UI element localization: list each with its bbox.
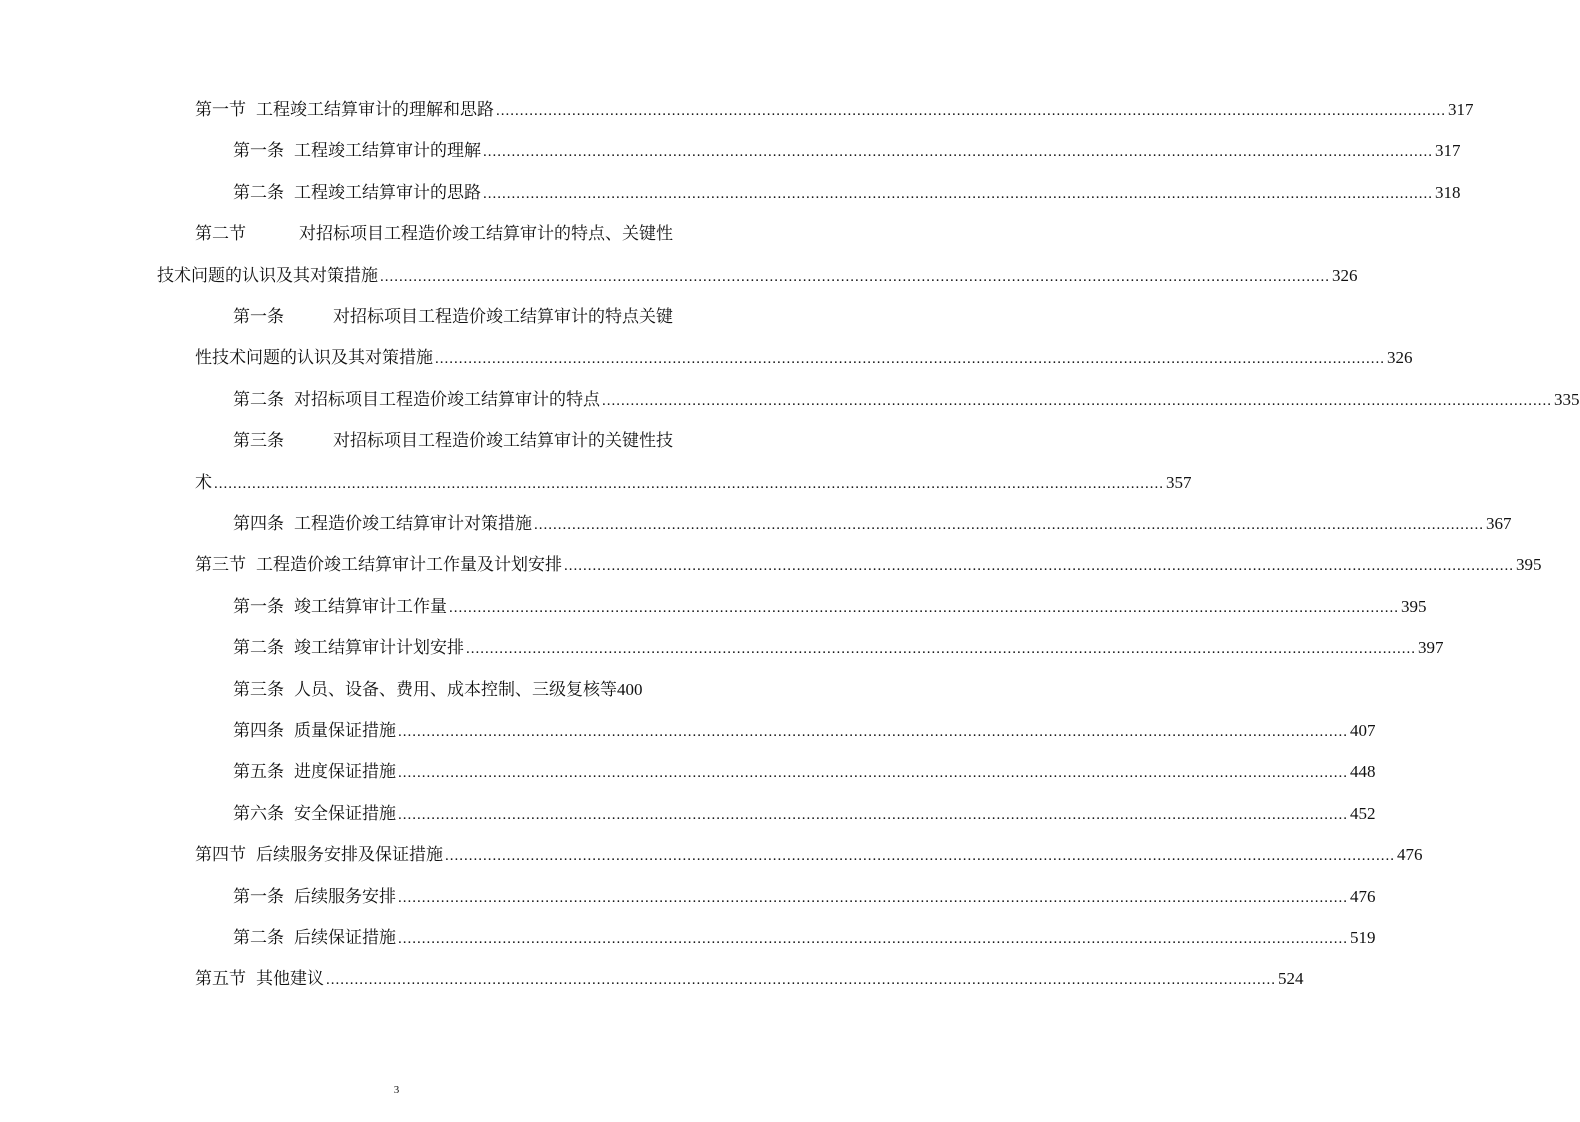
toc-entry-page: 395: [1401, 596, 1427, 616]
toc-entry-page: 326: [1387, 348, 1413, 368]
toc-entry-title: 进度保证措施: [294, 762, 396, 782]
toc-entry-title: 其他建议: [256, 969, 324, 989]
toc-entry-title: 术: [195, 472, 212, 492]
dot-leader: ........................................................................................................................................................................................................: [435, 351, 1385, 368]
toc-entry-page: 400: [617, 679, 643, 699]
dot-leader: ........................................................................................................................................................................................................: [398, 806, 1348, 823]
toc-entry-page: 448: [1350, 762, 1376, 782]
toc-entry-title: 质量保证措施: [294, 721, 396, 740]
toc-entry-title: 技术问题的认识及其对策措施: [157, 265, 378, 285]
toc-entry[interactable]: [233, 760, 1376, 784]
toc-entry[interactable]: [195, 553, 1542, 577]
toc-entry[interactable]: [157, 264, 1358, 288]
toc-entry-title: 竣工结算审计工作量: [294, 596, 447, 616]
toc-entry-title: 后续保证措施: [294, 928, 396, 947]
toc-entry-title: 工程竣工结算审计的理解和思路: [256, 100, 494, 119]
toc-entry-title: 工程竣工结算审计的理解: [294, 141, 481, 161]
dot-leader: ........................................................................................................................................................................................................: [466, 641, 1416, 658]
toc-entry[interactable]: [233, 429, 673, 453]
toc-entry-page: 395: [1516, 555, 1542, 575]
toc-entry-page: 407: [1350, 721, 1376, 740]
toc-entry-title: 安全保证措施: [294, 803, 396, 823]
toc-entry-title: 性技术问题的认识及其对策措施: [195, 348, 433, 368]
toc-entry[interactable]: [233, 139, 1461, 163]
toc-entry[interactable]: [195, 967, 1304, 991]
toc-entry-page: 367: [1486, 514, 1512, 533]
toc-entry-title: 对招标项目工程造价竣工结算审计的特点关键: [333, 307, 673, 326]
dot-leader: ........................................................................................................................................................................................................: [483, 185, 1433, 202]
dot-leader: ........................................................................................................................................................................................................: [602, 392, 1552, 409]
toc-entry[interactable]: [233, 802, 1376, 826]
toc-entry-page: 519: [1350, 928, 1376, 947]
toc-entry-page: 476: [1397, 845, 1423, 865]
toc-entry[interactable]: [233, 926, 1376, 950]
toc-entry[interactable]: [195, 98, 1474, 122]
toc-entry-title: 工程造价竣工结算审计对策措施: [294, 514, 532, 533]
toc-entry-label: 第二节: [195, 224, 246, 244]
toc-entry-label: 第二条: [233, 638, 284, 658]
toc-entry-page: 317: [1435, 141, 1461, 161]
toc-entry[interactable]: [233, 595, 1427, 619]
toc-entry-label: 第一节: [195, 100, 246, 119]
toc-entry-title: 人员、设备、费用、成本控制、三级复核等: [294, 679, 617, 699]
toc-entry[interactable]: [233, 719, 1376, 743]
toc-entry-label: 第六条: [233, 803, 284, 823]
dot-leader: ........................................................................................................................................................................................................: [483, 144, 1433, 161]
toc-entry-page: 318: [1435, 182, 1461, 202]
toc-entry-label: 第一条: [233, 141, 284, 161]
toc-entry[interactable]: [195, 222, 673, 246]
toc-entry-page: 326: [1332, 265, 1358, 285]
toc-entry-page: 357: [1166, 472, 1192, 492]
toc-entry-label: 第一条: [233, 307, 284, 326]
toc-entry[interactable]: [233, 885, 1376, 909]
toc-entry-page: 317: [1448, 100, 1474, 119]
toc-entry-label: 第一条: [233, 886, 284, 906]
toc-entry-title: 工程竣工结算审计的思路: [294, 182, 481, 202]
dot-leader: ........................................................................................................................................................................................................: [445, 848, 1395, 865]
toc-entry-page: 335: [1554, 389, 1580, 409]
toc-entry-label: 第五条: [233, 762, 284, 782]
toc-entry[interactable]: [233, 678, 680, 702]
toc-entry[interactable]: [233, 305, 673, 329]
toc-entry-title: 对招标项目工程造价竣工结算审计的关键性技: [333, 431, 673, 451]
toc-entry-title: 后续服务安排: [294, 886, 396, 906]
dot-leader: ........................................................................................................................................................................................................: [398, 889, 1348, 906]
toc-entry-page: 524: [1278, 969, 1304, 989]
dot-leader: ........................................................................................................................................................................................................: [398, 931, 1348, 947]
toc-entry-page: 397: [1418, 638, 1444, 658]
dot-leader: ........................................................................................................................................................................................................: [398, 765, 1348, 782]
toc-entry-title: 对招标项目工程造价竣工结算审计的特点、关键性: [299, 224, 673, 244]
toc-entry-label: 第三条: [233, 679, 284, 699]
toc-entry-page: 476: [1350, 886, 1376, 906]
toc-entry[interactable]: [233, 512, 1512, 536]
toc-entry-label: 第四节: [195, 845, 246, 865]
toc-entry-label: 第三节: [195, 555, 246, 575]
toc-entry-title: 竣工结算审计计划安排: [294, 638, 464, 658]
toc-entry-title: 工程造价竣工结算审计工作量及计划安排: [256, 555, 562, 575]
toc-entry-label: 第四条: [233, 514, 284, 533]
dot-leader: ........................................................................................................................................................................................................: [564, 558, 1514, 575]
page-number: 3: [393, 1084, 400, 1096]
toc-entry[interactable]: [195, 843, 1423, 867]
toc-entry[interactable]: [233, 388, 1580, 412]
toc-entry-page: 452: [1350, 803, 1376, 823]
dot-leader: ........................................................................................................................................................................................................: [449, 599, 1399, 616]
toc-entry-label: 第二条: [233, 928, 284, 947]
toc-entry[interactable]: [195, 346, 1413, 370]
toc-entry-title: 对招标项目工程造价竣工结算审计的特点: [294, 389, 600, 409]
toc-entry-label: 第四条: [233, 721, 284, 740]
dot-leader: ........................................................................................................................................................................................................: [380, 268, 1330, 285]
toc-entry-label: 第二条: [233, 389, 284, 409]
toc-entry[interactable]: [233, 181, 1461, 205]
dot-leader: ........................................................................................................................................................................................................: [214, 475, 1164, 492]
toc-entry-label: 第三条: [233, 431, 284, 451]
toc-entry-label: 第二条: [233, 182, 284, 202]
toc-entry-label: 第五节: [195, 969, 246, 989]
toc-entry-label: 第一条: [233, 596, 284, 616]
toc-entry-title: 后续服务安排及保证措施: [256, 845, 443, 865]
dot-leader: ........................................................................................................................................................................................................: [534, 517, 1484, 533]
dot-leader: ........................................................................................................................................................................................................: [398, 724, 1348, 740]
toc-entry[interactable]: [233, 636, 1444, 660]
toc-entry[interactable]: [195, 471, 1192, 495]
dot-leader: ........................................................................................................................................................................................................: [326, 972, 1276, 989]
dot-leader: ........................................................................................................................................................................................................: [496, 103, 1446, 119]
